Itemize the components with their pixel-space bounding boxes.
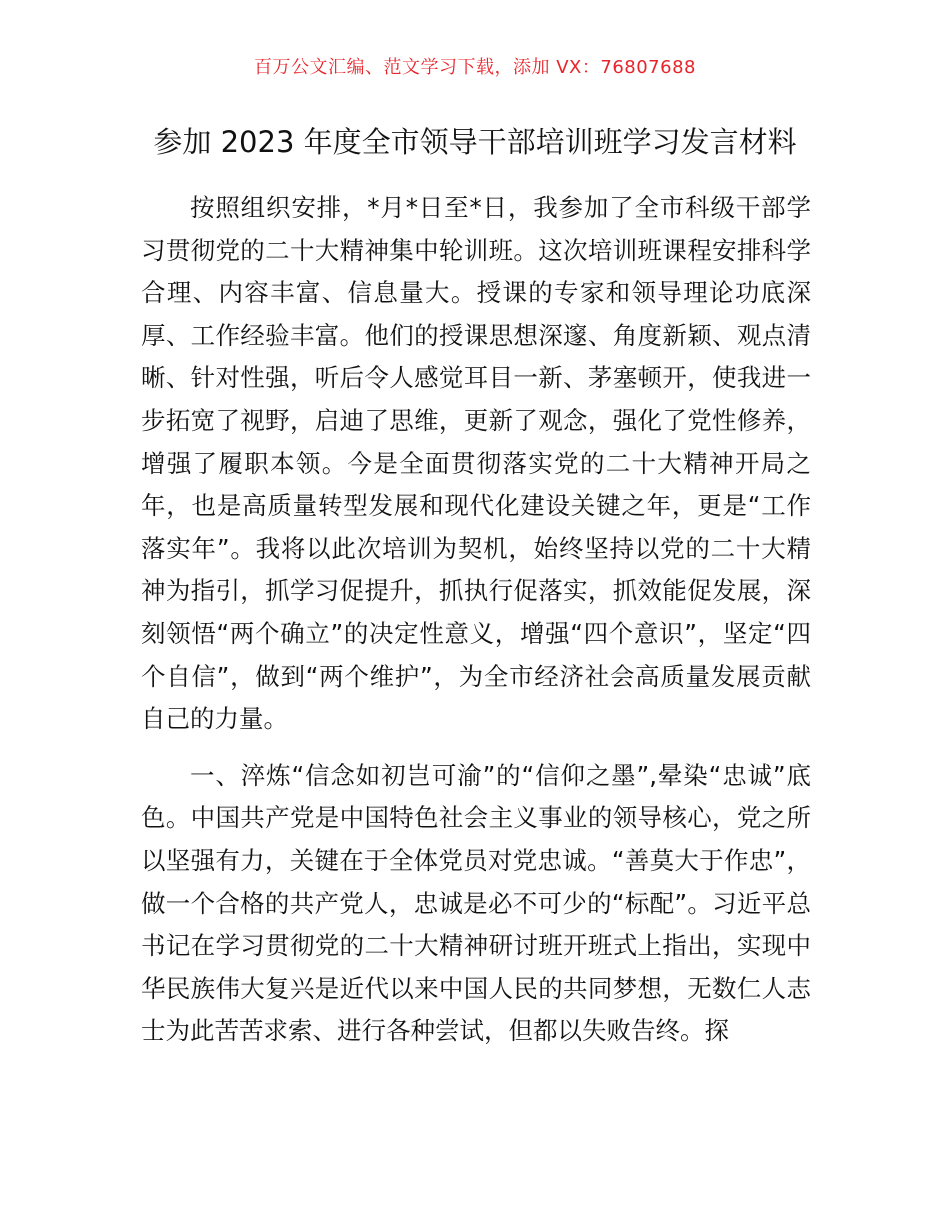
document-body [141,187,811,1053]
document-title: 参加 2023 年度全市领导干部培训班学习发言材料 [153,125,797,159]
paragraph-intro: 按照组织安排，*月*日至*日，我参加了全市科级干部学习贯彻党的二十大精神集中轮训班。这次培训班课程安排科学合理、内容丰富、信息量大。授课的专家和领导理论功底深厚、工作经验丰富。他们的授课思想深邃、角度新颖、观点清晰、针对性强，听后令人感觉耳目一新、茅塞顿开，使我进一步拓宽了视野，启迪了思维，更新了观念，强化了党性修养，增强了履职本领。今是全面贯彻落实党的二十大精神开局之年，也是高质量转型发展和现代化建设关键之年，更是“工作落实年”。我将以此次培训为契机，始终坚持以党的二十大精神为指引，抓学习促提升，抓执行促落实，抓效能促发展，深刻领悟“两个确立”的决定性意义，增强“四个意识”，坚定“四个自信”，做到“两个维护”，为全市经济社会高质量发展贡献自己的力量。 [141,193,811,734]
watermark-header: 百万公文汇编、范文学习下载，添加 VX：76807688 [254,57,696,78]
paragraph-section-one: 一、淬炼“信念如初岂可渝”的“信仰之墨”,晕染“忠诚”底色。中国共产党是中国特色社会主义事业的领导核心，党之所以坚强有力，关键在于全体党员对党忠诚。“善莫大于作忠”，做一个合格的共产党人，忠诚是必不可少的“标配”。习近平总书记在学习贯彻党的二十大精神研讨班开班式上指出，实现中华民族伟大复兴是近代以来中国人民的共同梦想，无数仁人志士为此苦苦求索、进行各种尝试，但都以失败告终。探 [141,760,811,1046]
